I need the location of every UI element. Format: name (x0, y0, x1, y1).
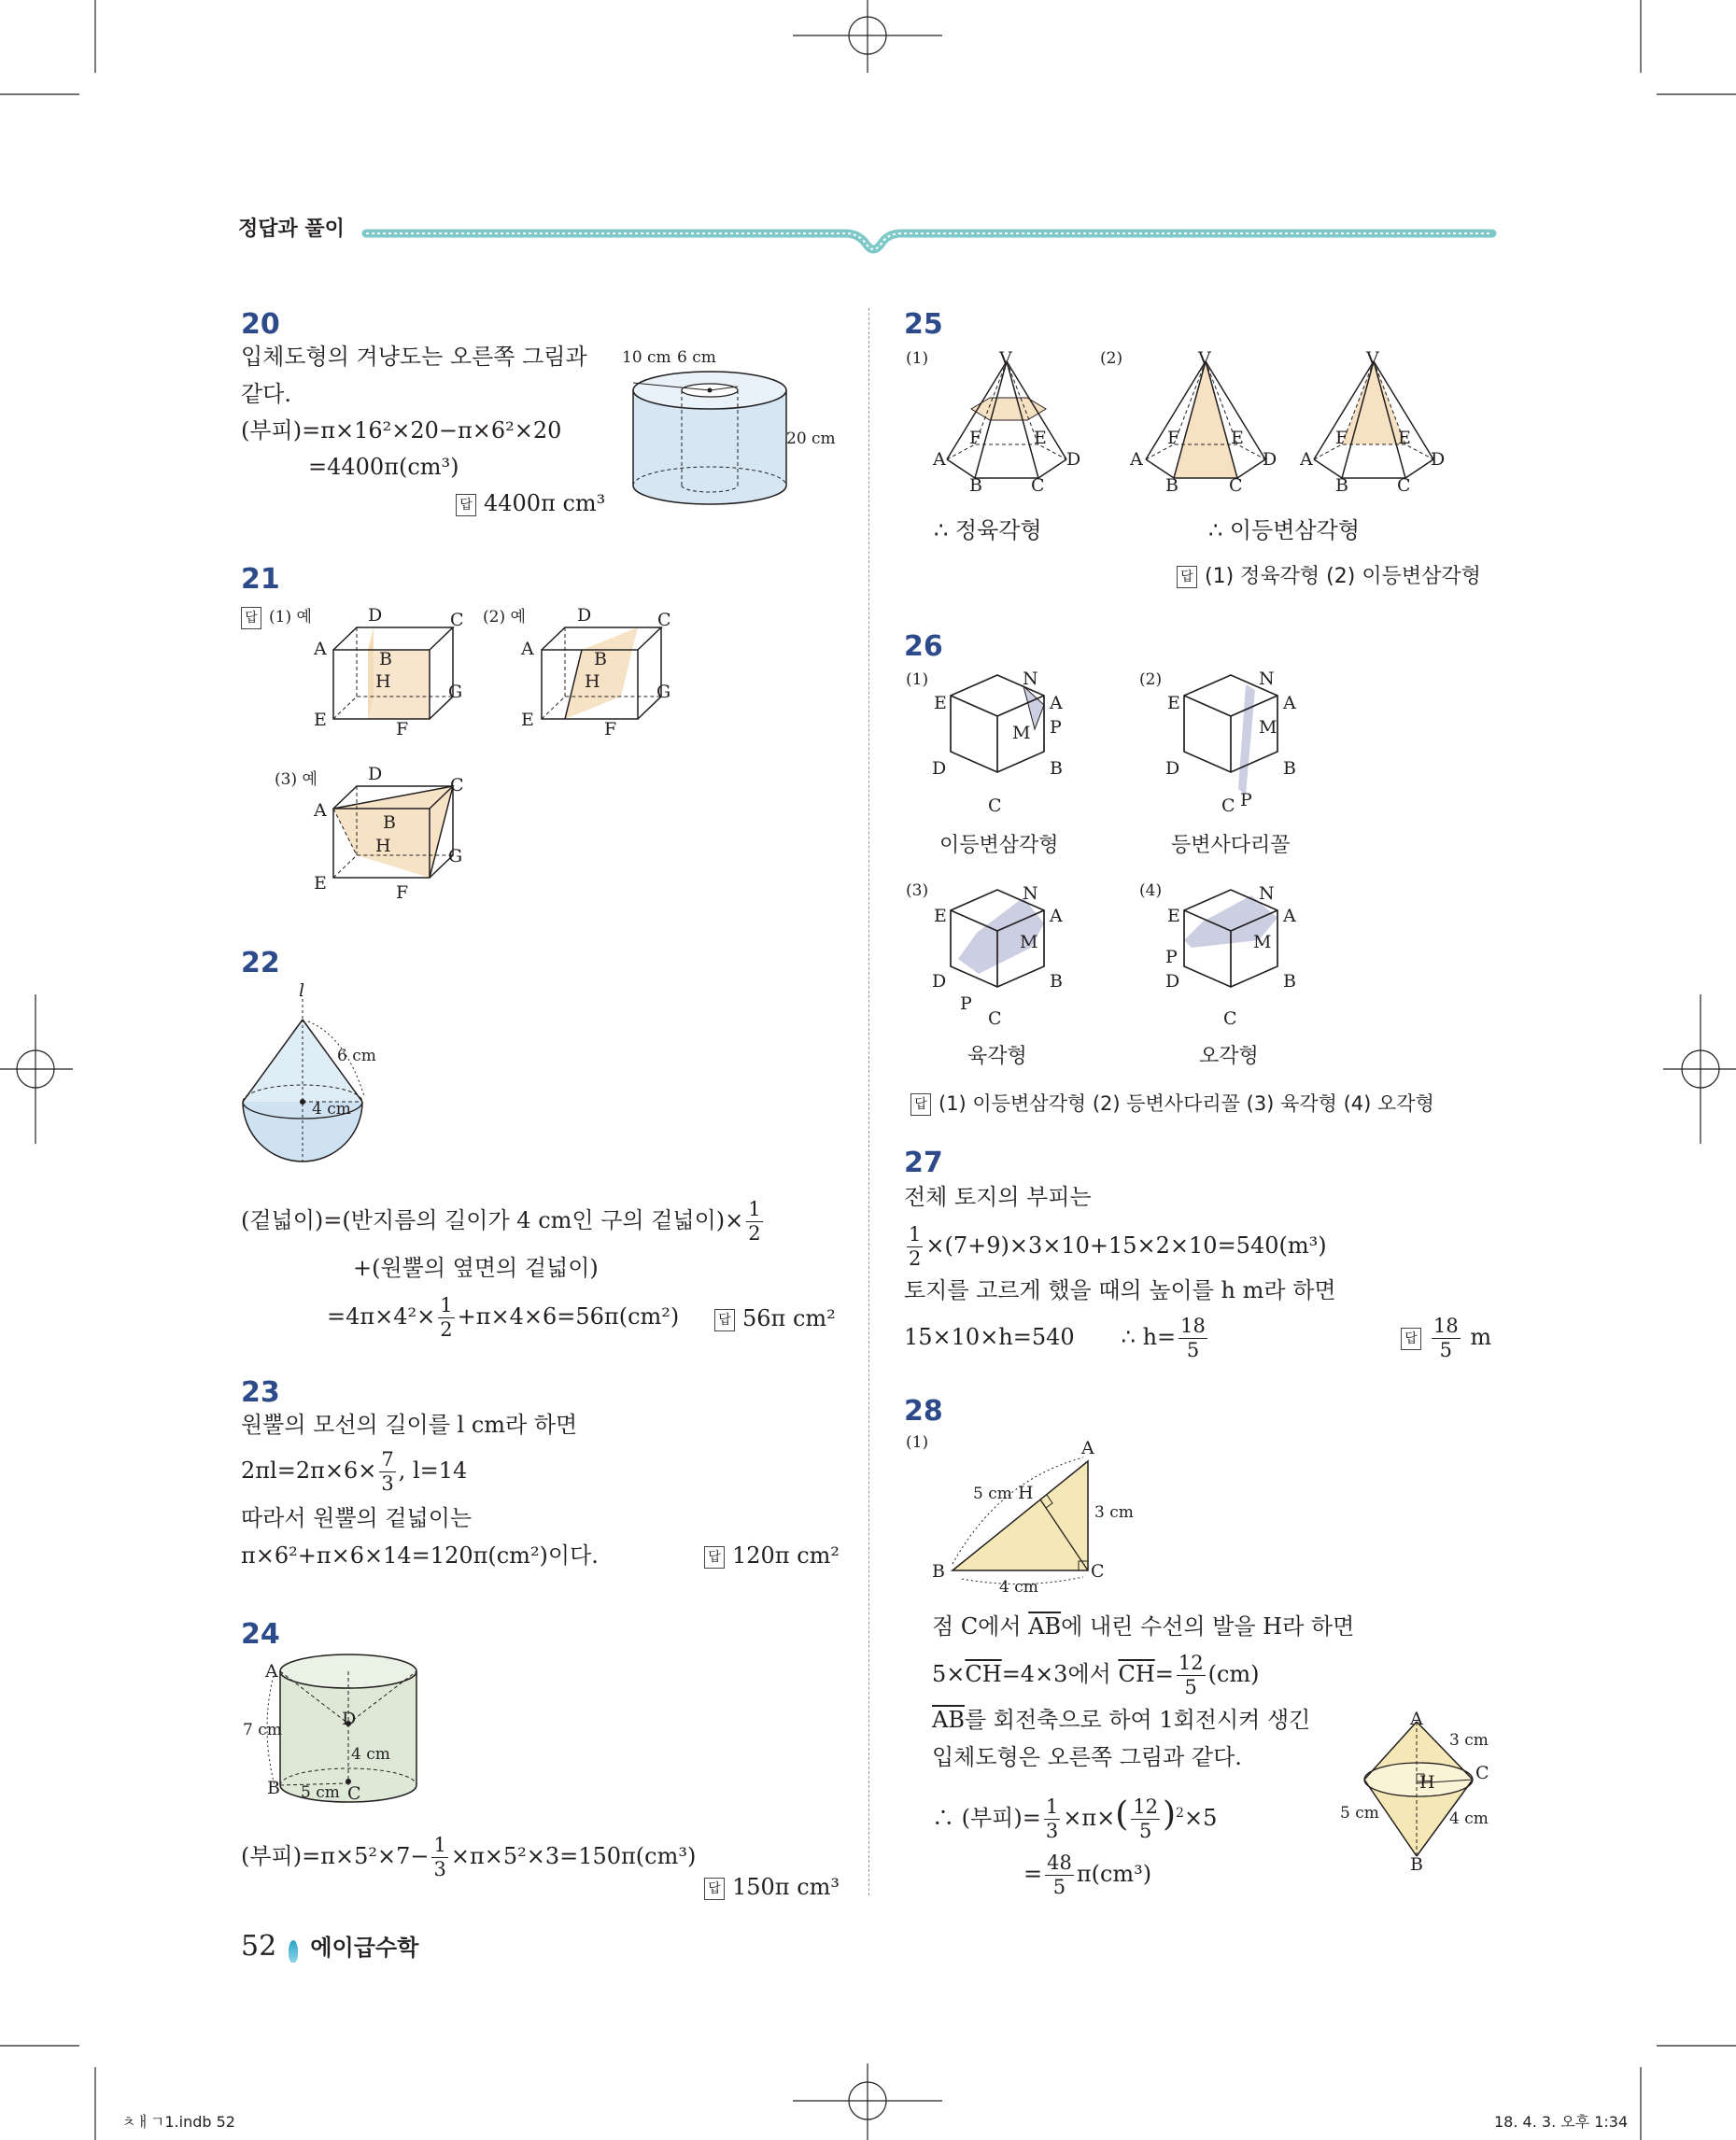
problem-number-23: 23 (241, 1376, 280, 1409)
p26-c3-p: P (960, 993, 972, 1014)
p21-c3-d: D (368, 764, 383, 784)
p28-t-bc: 4 cm (999, 1578, 1038, 1597)
p26-c2-d: D (1165, 758, 1180, 779)
book-logo-icon (289, 1940, 298, 1963)
p23-answer: 답 120π cm² (704, 1541, 840, 1570)
p20-answer: 답 4400π cm³ (456, 488, 605, 518)
p26-c1-b: B (1050, 758, 1063, 779)
p21-c2-g: G (656, 682, 671, 702)
p26-caption-3: 육각형 (967, 1045, 1027, 1068)
p25-pyramid-2 (1133, 357, 1282, 478)
p20-eq2: =4400π(cm³) (308, 454, 459, 480)
p21-cube-3 (329, 777, 459, 889)
print-timestamp: 18. 4. 3. 오후 1:34 (1494, 2113, 1629, 2131)
p21-c2-c: C (657, 610, 671, 630)
p25-f1-e: E (1034, 428, 1047, 448)
p26-c2-p: P (1240, 790, 1252, 810)
p21-c2-f: F (604, 719, 617, 739)
p26-c4-d: D (1165, 971, 1180, 992)
p22-eq1: (겉넓이)=(반지름의 길이가 4 cm인 구의 겉넓이)× $\frac{1}{2}$ (241, 1198, 761, 1245)
p26-c4-p: P (1165, 947, 1178, 967)
p25-f3-e: E (1398, 428, 1411, 448)
p20-label-r1: 10 cm (622, 348, 671, 367)
p26-caption-1: 이등변삼각형 (939, 834, 1059, 857)
page-footer (241, 1929, 418, 1963)
p21-c1-h: H (375, 671, 391, 692)
p25-f2-a: A (1130, 449, 1143, 470)
p25-f3-v: V (1366, 348, 1379, 369)
problem-number-26: 26 (904, 630, 943, 663)
p24-label-b: B (267, 1778, 280, 1798)
problem-number-20: 20 (241, 308, 280, 341)
p25-part2: (2) (1100, 349, 1123, 368)
p26-c3-n: N (1023, 883, 1038, 904)
p28-t-ab: 5 cm (973, 1485, 1012, 1503)
p26-part3: (3) (906, 881, 929, 900)
p28-s-ac: 3 cm (1449, 1731, 1489, 1750)
p25-f3-c: C (1397, 475, 1411, 496)
p22-eq2: +(원뿔의 옆면의 겉넓이) (353, 1255, 599, 1281)
p26-c1-n: N (1023, 669, 1038, 689)
p25-f2-v: V (1198, 348, 1211, 369)
p26-c2-b: B (1283, 758, 1296, 779)
p26-c2-e: E (1167, 693, 1180, 713)
column-divider (868, 308, 870, 1895)
p26-cube-1 (941, 668, 1063, 798)
answer-mark: 답 (456, 494, 476, 516)
book-title: 에이급수학 (310, 1935, 419, 1961)
p26-cube-2 (1175, 668, 1296, 798)
problem-number-21: 21 (241, 563, 280, 596)
p28-t-b: B (932, 1561, 945, 1582)
p25-f1-a: A (933, 449, 946, 470)
p28-eq1: $5\times\overline{CH}=4\times 3$에서 $\overline{CH}=$ $\frac{12}{5}$ (cm) (932, 1652, 1260, 1698)
p24-eq1: (부피)=π×5²×7− $\frac{1}{3}$ ×π×5²×3=150π(cm³) (241, 1834, 697, 1880)
p25-f1-v: V (999, 348, 1012, 369)
p26-c3-e: E (934, 906, 947, 926)
p20-eq1: (부피)=π×16²×20−π×6²×20 (241, 417, 562, 443)
p22-label-l: l (299, 980, 305, 1001)
p28-line1: 점 C에서 $\overline{AB}$에 내린 수선의 발을 H라 하면 (932, 1613, 1355, 1640)
p24-label-c: C (347, 1783, 361, 1804)
p26-part1: (1) (906, 670, 929, 689)
p28-eq3: = $\frac{48}{5}$ π(cm³) (1023, 1851, 1152, 1898)
p28-t-c: C (1091, 1561, 1105, 1582)
p23-line1: 원뿔의 모선의 길이를 l cm라 하면 (241, 1412, 578, 1438)
p22-label-radius: 4 cm (312, 1100, 351, 1119)
p26-c2-n: N (1259, 669, 1275, 689)
p26-c1-m: M (1012, 723, 1031, 743)
p26-c4-b: B (1283, 971, 1296, 992)
p21-part3: (3) 예 (275, 770, 318, 789)
p21-c3-c: C (450, 775, 464, 795)
p21-c2-b: B (594, 649, 607, 669)
p21-c1-d: D (368, 605, 383, 626)
p28-t-h: H (1018, 1483, 1034, 1503)
p27-line3: 토지를 고르게 했을 때의 높이를 h m라 하면 (904, 1277, 1336, 1303)
p25-f1-f: F (969, 428, 982, 448)
p21-part1: 답 (1) 예 (241, 603, 312, 629)
p21-c2-a: A (521, 639, 534, 659)
p26-c4-m: M (1253, 932, 1272, 952)
p28-t-a: A (1081, 1438, 1094, 1458)
p21-cube-2 (537, 618, 671, 730)
problem-number-24: 24 (241, 1618, 280, 1651)
p26-c1-a: A (1050, 693, 1063, 713)
p21-c3-h: H (375, 836, 391, 856)
p24-label-mid: 4 cm (351, 1745, 390, 1764)
p21-c2-e: E (521, 710, 534, 730)
p25-f3-a: A (1300, 449, 1313, 470)
p23-eq1: 2πl=2π×6× $\frac{7}{3}$ , l=14 (241, 1448, 468, 1495)
p21-c1-f: F (396, 719, 409, 739)
problem-number-28: 28 (904, 1395, 943, 1428)
header-title: 정답과 풀이 (238, 218, 345, 241)
p26-caption-2: 등변사다리꼴 (1171, 834, 1291, 857)
p21-c1-e: E (314, 710, 327, 730)
p21-c1-g: G (448, 682, 463, 702)
p20-line2: 같다. (241, 381, 291, 407)
p26-cube-4 (1175, 882, 1296, 1013)
p26-c3-a: A (1050, 906, 1063, 926)
p28-s-bc: 4 cm (1449, 1809, 1489, 1828)
p21-c3-b: B (383, 812, 396, 833)
p25-caption-1: ∴ 정육각형 (934, 517, 1042, 543)
p26-c3-d: D (932, 971, 947, 992)
p25-f3-d: D (1431, 449, 1446, 470)
p23-eq2: π×6²+π×6×14=120π(cm²)이다. (241, 1542, 599, 1569)
p20-label-r2: 6 cm (677, 348, 716, 367)
p20-line1: 입체도형의 겨냥도는 오른쪽 그림과 (241, 344, 587, 370)
file-info: ㅊㅐㄱ1.indb 52 (121, 2113, 235, 2131)
p28-part1: (1) (906, 1433, 929, 1452)
p26-c1-e: E (934, 693, 947, 713)
p25-f3-b: B (1335, 475, 1348, 496)
p25-part1: (1) (906, 349, 929, 368)
p27-line1: 전체 토지의 부피는 (904, 1184, 1092, 1210)
p26-c3-b: B (1050, 971, 1063, 992)
header-rule (0, 210, 1736, 266)
p26-caption-4: 오각형 (1199, 1045, 1259, 1068)
p25-f2-c: C (1229, 475, 1243, 496)
p25-f2-e: E (1231, 428, 1244, 448)
p28-eq2: ∴ (부피)= $\frac{1}{3}$ ×π×( $\frac{12}{5}$ )$^2$×5 (932, 1795, 1218, 1842)
p25-f3-f: F (1335, 428, 1348, 448)
p26-c4-e: E (1167, 906, 1180, 926)
p26-c1-c: C (988, 795, 1002, 816)
p28-s-h: H (1419, 1772, 1435, 1793)
p26-c3-m: M (1020, 932, 1038, 952)
p22-answer: 답 56π cm² (714, 1303, 836, 1333)
p26-c2-a: A (1283, 693, 1296, 713)
p25-caption-2: ∴ 이등변삼각형 (1208, 517, 1361, 543)
problem-number-27: 27 (904, 1147, 943, 1179)
p24-label-d: D (342, 1709, 357, 1729)
p21-c1-c: C (450, 610, 464, 630)
p25-f1-c: C (1031, 475, 1045, 496)
p26-c2-c: C (1221, 795, 1235, 816)
p21-c3-a: A (314, 800, 327, 821)
p21-c3-e: E (314, 873, 327, 894)
p27-answer: 답 $\frac{18}{5}$ m (1401, 1316, 1491, 1360)
p21-c3-f: F (396, 882, 409, 903)
p24-label-r: 5 cm (301, 1783, 340, 1802)
p25-f2-b: B (1165, 475, 1179, 496)
p21-cube-1 (329, 618, 459, 730)
p21-c1-a: A (314, 639, 327, 659)
p20-figure (616, 355, 803, 504)
p27-eq1: $\frac{1}{2}$ ×(7+9)×3×10+15×2×10=540(m³) (909, 1223, 1327, 1270)
p20-label-h: 20 cm (786, 429, 836, 448)
p24-label-h: 7 cm (243, 1721, 282, 1739)
p26-c1-d: D (932, 758, 947, 779)
p28-line4: 입체도형은 오른쪽 그림과 같다. (932, 1744, 1242, 1770)
p26-part2: (2) (1139, 670, 1163, 689)
p25-pyramid-1 (934, 357, 1083, 478)
p21-c2-h: H (585, 671, 600, 692)
p26-answer: 답 (1) 이등변삼각형 (2) 등변사다리꼴 (3) 육각형 (4) 오각형 (910, 1089, 1434, 1117)
p23-line3: 따라서 원뿔의 겉넓이는 (241, 1505, 473, 1531)
p25-answer: 답 (1) 정육각형 (2) 이등변삼각형 (1177, 560, 1481, 589)
p25-f2-f: F (1167, 428, 1180, 448)
problem-number-22: 22 (241, 947, 280, 979)
p25-f1-b: B (969, 475, 982, 496)
p25-pyramid-3 (1301, 357, 1450, 478)
p22-label-slant: 6 cm (337, 1047, 376, 1065)
p21-c3-g: G (448, 846, 463, 866)
p26-part4: (4) (1139, 881, 1163, 900)
p24-answer: 답 150π cm³ (704, 1872, 840, 1902)
p22-eq3: =4π×4²× $\frac{1}{2}$ +π×4×6=56π(cm²) (327, 1294, 680, 1341)
p21-c1-b: B (379, 649, 392, 669)
p26-c4-c: C (1223, 1008, 1237, 1029)
p28-line3: $\overline{AB}$를 회전축으로 하여 1회전시켜 생긴 (932, 1707, 1311, 1733)
p21-part2: (2) 예 (483, 608, 526, 627)
p24-label-a: A (265, 1661, 278, 1682)
p28-s-b: B (1410, 1854, 1423, 1875)
p28-s-c: C (1475, 1763, 1489, 1783)
p28-s-ab: 5 cm (1340, 1804, 1379, 1823)
p22-figure (233, 999, 374, 1167)
p26-c3-c: C (988, 1008, 1002, 1029)
p28-s-a: A (1410, 1709, 1423, 1729)
p28-t-ac: 3 cm (1094, 1503, 1134, 1522)
problem-number-25: 25 (904, 308, 943, 341)
page-number: 52 (241, 1930, 277, 1963)
p25-f2-d: D (1263, 449, 1277, 470)
p27-eq2: 15×10×h=540 ∴ h= $\frac{18}{5}$ (904, 1315, 1206, 1361)
p21-c2-d: D (577, 605, 592, 626)
p26-c2-m: M (1259, 717, 1277, 738)
p26-c1-p: P (1050, 717, 1062, 738)
p26-c4-n: N (1259, 883, 1275, 904)
p26-c4-a: A (1283, 906, 1296, 926)
p25-f1-d: D (1066, 449, 1081, 470)
